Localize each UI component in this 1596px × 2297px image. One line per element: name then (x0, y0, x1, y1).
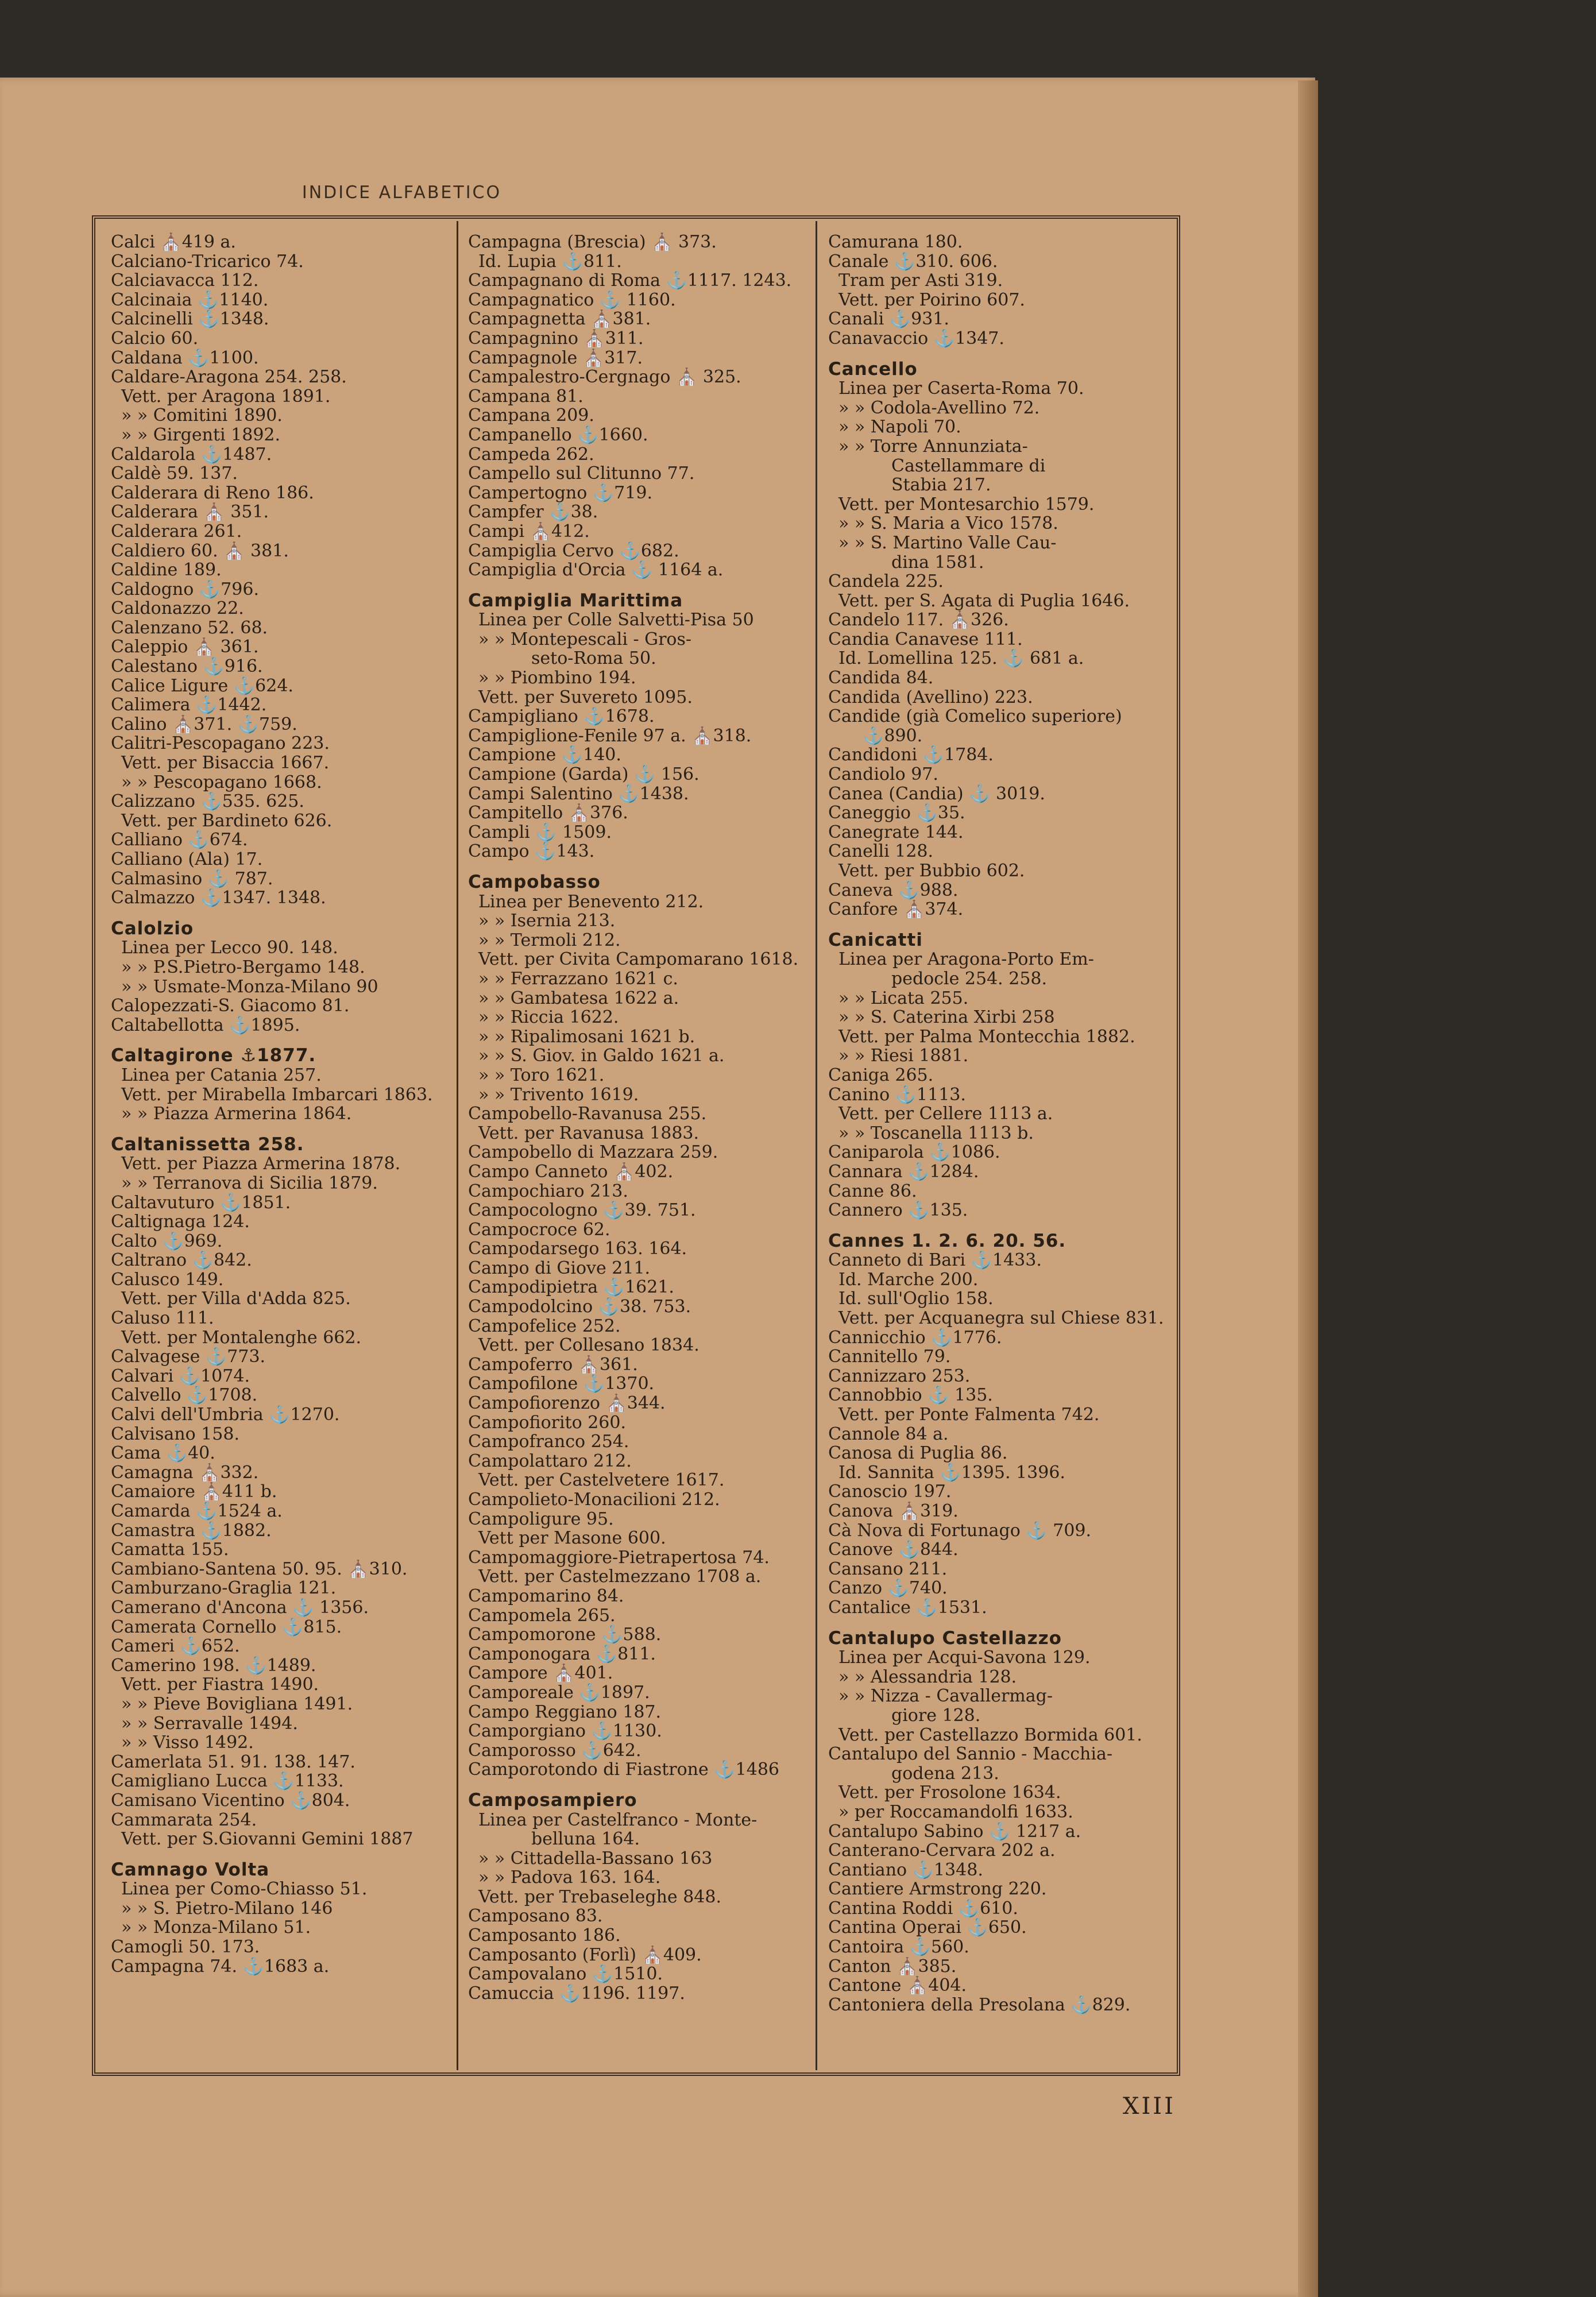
index-entry: Camatta 155. (111, 1540, 229, 1560)
index-entry: Campoferro ⛪361. (468, 1355, 638, 1375)
page-header (0, 183, 1596, 203)
index-entry: Canne 86. (828, 1181, 917, 1201)
index-entry: » » Toscanella 1113 b. (838, 1123, 1034, 1143)
index-entry: Camastra ⚓1882. (111, 1521, 272, 1541)
index-entry: » » Visso 1492. (121, 1733, 254, 1753)
index-entry: » » Pescopagano 1668. (121, 772, 322, 792)
index-entry: Calopezzati-S. Giacomo 81. (111, 996, 350, 1016)
index-entry: Camuccia ⚓1196. 1197. (468, 1983, 685, 2004)
index-heading: Campobasso (468, 873, 601, 892)
index-entry: Campodarsego 163. 164. (468, 1239, 687, 1259)
index-entry: Vett. per S.Giovanni Gemini 1887 (121, 1830, 414, 1849)
index-entry: Camerino 198. ⚓1489. (111, 1656, 316, 1676)
index-entry: Camerata Cornello ⚓815. (111, 1617, 342, 1637)
index-entry: Calvari ⚓1074. (111, 1366, 250, 1386)
index-entry: Candela 225. (828, 572, 944, 591)
index-entry: Campione ⚓140. (468, 745, 621, 765)
index-entry: Linea per Aragona-Porto Em- (838, 950, 1094, 969)
index-entry: » » S. Pietro-Milano 146 (121, 1898, 333, 1919)
index-entry: Camposanto (Forlì) ⛪409. (468, 1945, 702, 1965)
index-entry: Campodolcino ⚓38. 753. (468, 1297, 691, 1317)
index-entry: Calderara di Reno 186. (111, 483, 314, 503)
index-entry: Vett. per Bardineto 626. (121, 811, 333, 831)
index-entry: Calestano ⚓916. (111, 657, 263, 676)
index-entry: Caldana ⚓1100. (111, 348, 259, 368)
index-heading: Cannes 1. 2. 6. 20. 56. (828, 1231, 1066, 1251)
index-entry: Campovalano ⚓1510. (468, 1965, 663, 1984)
index-entry: Camporotondo di Fiastrone ⚓1486 (468, 1760, 779, 1780)
index-entry: Calvagese ⚓773. (111, 1347, 266, 1367)
index-entry: Canneto di Bari ⚓1433. (828, 1251, 1042, 1270)
index-entry: Cama ⚓40. (111, 1444, 215, 1463)
index-entry: Canfore ⛪374. (828, 900, 964, 919)
index-entry: Campigliano ⚓1678. (468, 707, 655, 726)
index-entry: Campagnetta ⛪381. (468, 310, 651, 329)
index-entry: Cantiano ⚓1348. (828, 1860, 983, 1880)
index-entry: Calvello ⚓1708. (111, 1386, 258, 1406)
index-entry: Caltavuturo ⚓1851. (111, 1193, 291, 1213)
index-entry: Cantina Operai ⚓650. (828, 1918, 1027, 1938)
index-entry: » » Nizza - Cavallermag- (838, 1687, 1053, 1706)
index-entry: Campello sul Clitunno 77. (468, 464, 695, 484)
index-entry: Canale ⚓310. 606. (828, 252, 998, 272)
index-entry: Linea per Como-Chiasso 51. (121, 1880, 368, 1899)
index-entry: » » Codola-Avellino 72. (838, 398, 1040, 418)
index-column-2 (468, 233, 818, 2003)
index-entry: Vett. per Mirabella Imbarcari 1863. (121, 1085, 433, 1105)
index-entry: Vett. per Villa d'Adda 825. (121, 1289, 351, 1309)
index-entry: Campfer ⚓38. (468, 502, 598, 522)
index-entry: Caldare-Aragona 254. 258. (111, 368, 347, 387)
index-heading: Calolzio (111, 919, 194, 939)
index-column-3 (828, 233, 1178, 2014)
index-entry: Id. Marche 200. (838, 1270, 979, 1290)
index-entry: Canova ⛪319. (828, 1502, 959, 1521)
index-entry: Cantoniera della Presolana ⚓829. (828, 1995, 1131, 2015)
index-entry: Cantalice ⚓1531. (828, 1598, 987, 1618)
index-entry: Calcio 60. (111, 328, 199, 349)
index-entry: Cannero ⚓135. (828, 1201, 968, 1220)
index-entry: Cannobbio ⚓ 135. (828, 1386, 993, 1406)
index-entry: » » S. Caterina Xirbi 258 (838, 1008, 1055, 1027)
index-entry: Campolieto-Monacilioni 212. (468, 1490, 720, 1510)
index-entry: » » P.S.Pietro-Bergamo 148. (121, 957, 365, 977)
index-entry: Camporgiano ⚓1130. (468, 1722, 662, 1741)
index-entry: Tram per Asti 319. (838, 271, 1003, 291)
index-heading: Canicatti (828, 930, 923, 950)
index-entry: Campoligure 95. (468, 1509, 614, 1529)
index-entry: Camagna ⛪332. (111, 1463, 259, 1483)
index-entry: Campagna (Brescia) ⛪ 373. (468, 233, 717, 252)
index-entry: Caltabellotta ⚓1895. (111, 1015, 300, 1035)
index-entry: Cantina Roddi ⚓610. (828, 1898, 1018, 1919)
index-entry: Candida 84. (828, 668, 934, 688)
index-entry: Vett. per Trebaseleghe 848. (478, 1887, 721, 1907)
index-entry: Calto ⚓969. (111, 1231, 223, 1251)
index-entry: Campione (Garda) ⚓ 156. (468, 765, 700, 784)
index-entry: Campana 209. (468, 406, 594, 426)
index-entry: Stabia 217. (891, 475, 991, 495)
index-entry: Canali ⚓931. (828, 310, 949, 329)
index-entry: Campomaggiore-Pietrapertosa 74. (468, 1548, 770, 1568)
index-entry: » » S. Maria a Vico 1578. (838, 514, 1058, 533)
index-entry: » » Serravalle 1494. (121, 1714, 298, 1734)
index-entry: Camarda ⚓1524 a. (111, 1502, 283, 1521)
index-entry: Vett. per Aragona 1891. (121, 386, 331, 407)
index-entry: Campochiaro 213. (468, 1181, 628, 1201)
index-entry: » » Torre Annunziata- (838, 436, 1028, 457)
index-entry: Campo Canneto ⛪402. (468, 1162, 674, 1182)
index-entry: Caltignaga 124. (111, 1212, 250, 1232)
index-entry: Cannara ⚓1284. (828, 1162, 979, 1182)
index-entry: Camigliano Lucca ⚓1133. (111, 1772, 344, 1791)
index-entry: Linea per Acqui-Savona 129. (838, 1648, 1091, 1668)
index-entry: Canosa di Puglia 86. (828, 1444, 1008, 1463)
index-entry: Camurana 180. (828, 233, 963, 252)
page-edge (1298, 80, 1318, 2297)
index-entry: Campofranco 254. (468, 1432, 629, 1452)
index-entry: Candide (già Comelico superiore) (828, 707, 1122, 726)
index-entry: Cansano 211. (828, 1559, 948, 1579)
index-entry: » » Piazza Armerina 1864. (121, 1104, 352, 1124)
index-entry: Cà Nova di Fortunago ⚓ 709. (828, 1521, 1092, 1541)
index-entry: Caneggio ⚓35. (828, 803, 965, 823)
index-entry: Camposanto 186. (468, 1926, 621, 1946)
index-entry: Id. Lomellina 125. ⚓ 681 a. (838, 649, 1084, 669)
index-entry: Calizzano ⚓535. 625. (111, 792, 304, 811)
index-entry: Canton ⛪385. (828, 1956, 957, 1977)
index-entry: Campofiorenzo ⛪344. (468, 1394, 666, 1413)
index-entry: » » Riesi 1881. (838, 1046, 969, 1066)
index-entry: Id. Sannita ⚓1395. 1396. (838, 1463, 1065, 1483)
index-entry: Camporosso ⚓642. (468, 1741, 642, 1761)
index-entry: Campagnino ⛪311. (468, 328, 644, 349)
index-entry: Canino ⚓1113. (828, 1085, 966, 1105)
index-entry: Camponogara ⚓811. (468, 1644, 656, 1664)
index-entry: » » Ferrazzano 1621 c. (478, 969, 678, 989)
index-entry: Vett. per Ponte Falmenta 742. (838, 1405, 1100, 1425)
index-entry: Calderara 261. (111, 521, 242, 542)
index-entry: Linea per Caserta-Roma 70. (838, 379, 1084, 399)
index-entry: » » Termoli 212. (478, 930, 621, 950)
index-entry: Vett. per Castelvetere 1617. (478, 1471, 725, 1490)
index-entry: » » S. Martino Valle Cau- (838, 533, 1057, 553)
index-entry: Cameri ⚓652. (111, 1637, 240, 1656)
index-entry: Caldonazzo 22. (111, 599, 244, 618)
index-heading: Cantalupo Castellazzo (828, 1629, 1062, 1649)
index-heading: Caltanissetta 258. (111, 1135, 304, 1155)
index-entry: Cantone ⛪404. (828, 1976, 967, 1996)
index-entry: » » Cittadella-Bassano 163 (478, 1849, 713, 1869)
index-entry: Calice Ligure ⚓624. (111, 676, 293, 696)
index-entry: Campana 81. (468, 386, 583, 407)
index-entry: Campalestro-Cergnago ⛪ 325. (468, 368, 741, 387)
index-entry: Cannizzaro 253. (828, 1366, 971, 1386)
index-entry: Vett. per Castelmezzano 1708 a. (478, 1567, 762, 1587)
index-entry: Campomarino 84. (468, 1586, 624, 1606)
index-entry: Calliano (Ala) 17. (111, 850, 263, 869)
index-entry: Campodipietra ⚓1621. (468, 1278, 674, 1298)
index-entry: Linea per Lecco 90. 148. (121, 938, 338, 958)
index-entry: Calitri-Pescopagano 223. (111, 734, 330, 754)
index-entry: Canterano-Cervara 202 a. (828, 1841, 1056, 1861)
index-entry: » » Padova 163. 164. (478, 1868, 661, 1888)
index-heading: Campiglia Marittima (468, 591, 683, 611)
page-number: XIII (1123, 2093, 1176, 2120)
index-entry: Campeda 262. (468, 444, 594, 465)
index-entry: ⚓890. (863, 726, 923, 746)
index-entry: Vett. per Piazza Armerina 1878. (121, 1154, 401, 1174)
index-entry: Caleppio ⛪ 361. (111, 637, 259, 658)
index-entry: Campofelice 252. (468, 1316, 621, 1336)
index-entry: Calenzano 52. 68. (111, 618, 268, 638)
index-entry: Campocroce 62. (468, 1220, 610, 1240)
index-entry: » » Licata 255. (838, 988, 969, 1008)
index-entry: Calvisano 158. (111, 1424, 239, 1444)
index-entry: Canelli 128. (828, 842, 934, 861)
index-entry: Calvi dell'Umbria ⚓1270. (111, 1405, 340, 1425)
index-entry: belluna 164. (531, 1830, 640, 1849)
index-entry: Cambiano-Santena 50. 95. ⛪310. (111, 1559, 408, 1579)
index-entry: Caneva ⚓988. (828, 880, 959, 900)
index-column-1 (111, 233, 461, 1976)
index-entry: Castellammare di (891, 456, 1046, 476)
index-entry: Camerlata 51. 91. 138. 147. (111, 1752, 355, 1772)
index-entry: Cantoira ⚓560. (828, 1938, 969, 1957)
index-entry: Caniparola ⚓1086. (828, 1143, 1000, 1162)
index-entry: » » Isernia 213. (478, 911, 616, 931)
index-entry: Camisano Vicentino ⚓804. (111, 1791, 350, 1811)
index-entry: » » S. Giov. in Galdo 1621 a. (478, 1046, 725, 1066)
index-entry: Campolattaro 212. (468, 1451, 632, 1471)
index-entry: Candiolo 97. (828, 765, 938, 784)
index-entry: Calci ⛪419 a. (111, 233, 236, 252)
index-entry: Cannicchio ⚓1776. (828, 1328, 1002, 1348)
index-entry: Camaiore ⛪411 b. (111, 1482, 277, 1502)
index-entry: Campobello-Ravanusa 255. (468, 1104, 707, 1124)
index-entry: Vett. per Civita Campomarano 1618. (478, 950, 799, 969)
index-entry: Calciavacca 112. (111, 271, 259, 291)
index-heading: Cancello (828, 359, 918, 380)
index-heading: Camnago Volta (111, 1860, 270, 1880)
index-entry: Calmasino ⚓ 787. (111, 869, 273, 889)
index-entry: Vett. per Collesano 1834. (478, 1336, 700, 1355)
index-entry: Caldine 189. (111, 560, 222, 580)
index-entry: Vett. per Montalenghe 662. (121, 1328, 362, 1348)
index-entry: » » Comitini 1890. (121, 406, 283, 426)
index-entry: » » Girgenti 1892. (121, 425, 281, 445)
index-entry: Cannole 84 a. (828, 1424, 949, 1444)
index-entry: Caltrano ⚓842. (111, 1251, 252, 1270)
index-entry: » » Monza-Milano 51. (121, 1918, 311, 1938)
index-entry: Campiglione-Fenile 97 a. ⛪318. (468, 726, 752, 746)
index-entry: Canavaccio ⚓1347. (828, 328, 1004, 349)
index-entry: Campo Reggiano 187. (468, 1702, 662, 1722)
index-entry: Id. sull'Oglio 158. (838, 1289, 994, 1309)
index-entry: Camerano d'Ancona ⚓ 1356. (111, 1598, 369, 1618)
index-entry: Candelo 117. ⛪326. (828, 610, 1009, 630)
index-entry: » » Ripalimosani 1621 b. (478, 1027, 695, 1047)
index-entry: Calciano-Tricarico 74. (111, 252, 304, 272)
index-entry: Vett. per Fiastra 1490. (121, 1675, 319, 1695)
index-entry: » » Riccia 1622. (478, 1008, 619, 1027)
index-entry: Linea per Catania 257. (121, 1065, 322, 1085)
index-entry: Campli ⚓ 1509. (468, 822, 612, 842)
index-entry: Campitello ⛪376. (468, 803, 628, 823)
index-entry: Calimera ⚓1442. (111, 695, 267, 715)
index-entry: » » Alessandria 128. (838, 1667, 1017, 1687)
index-entry: Canegrate 144. (828, 822, 964, 842)
index-entry: Candidoni ⚓1784. (828, 745, 994, 765)
index-entry: Campo di Giove 211. (468, 1258, 651, 1278)
index-entry: Vett. per Cellere 1113 a. (838, 1104, 1053, 1124)
index-entry: Candia Canavese 111. (828, 629, 1023, 649)
index-entry: Linea per Colle Salvetti-Pisa 50 (478, 610, 754, 630)
index-entry: Canzo ⚓740. (828, 1579, 948, 1598)
index-entry: Vett. per Montesarchio 1579. (838, 494, 1095, 515)
index-entry: Vett. per Suvereto 1095. (478, 687, 693, 707)
index-entry: Campagnano di Roma ⚓1117. 1243. (468, 271, 792, 291)
index-entry: Campo ⚓143. (468, 842, 595, 861)
index-entry: » » Trivento 1619. (478, 1085, 639, 1105)
index-entry: Vett. per Castellazzo Bormida 601. (838, 1725, 1142, 1745)
index-entry: pedocle 254. 258. (891, 969, 1048, 989)
index-entry: Vett. per Bubbio 602. (838, 861, 1025, 881)
index-entry: Calino ⛪371. ⚓759. (111, 714, 297, 734)
index-entry: Caldogno ⚓796. (111, 579, 259, 600)
index-entry: Vett. per Bisaccia 1667. (121, 753, 330, 773)
index-entry: Campi Salentino ⚓1438. (468, 784, 689, 804)
index-entry: Vett. per Acquanegra sul Chiese 831. (838, 1309, 1164, 1328)
index-entry: Campofilone ⚓1370. (468, 1374, 655, 1394)
index-entry: Calusco 149. (111, 1270, 224, 1290)
index-entry: Vett. per Palma Montecchia 1882. (838, 1027, 1135, 1047)
index-entry: Linea per Benevento 212. (478, 892, 704, 912)
index-entry: Canove ⚓844. (828, 1540, 959, 1560)
index-entry: Campanello ⚓1660. (468, 425, 648, 445)
index-entry: Campocologno ⚓39. 751. (468, 1201, 696, 1220)
index-entry: » per Roccamandolfi 1633. (838, 1802, 1073, 1822)
index-entry: Caldè 59. 137. (111, 464, 238, 484)
index-entry: Caldarola ⚓1487. (111, 444, 272, 465)
index-entry: Campofiorito 260. (468, 1413, 627, 1433)
index-entry: Vett. per S. Agata di Puglia 1646. (838, 591, 1130, 611)
index-entry: Campagna 74. ⚓1683 a. (111, 1956, 330, 1977)
index-entry: Calcinaia ⚓1140. (111, 290, 269, 310)
index-entry: Calderara ⛪ 351. (111, 502, 269, 522)
index-entry: Camogli 50. 173. (111, 1938, 260, 1957)
index-entry: Campertogno ⚓719. (468, 483, 652, 503)
index-entry: Calliano ⚓674. (111, 830, 248, 850)
index-entry: Cantiere Armstrong 220. (828, 1880, 1047, 1899)
index-entry: Campobello di Mazzara 259. (468, 1143, 718, 1162)
index-entry: » » Napoli 70. (838, 417, 961, 437)
index-entry: Vett per Masone 600. (478, 1529, 666, 1548)
index-entry: Camburzano-Graglia 121. (111, 1579, 337, 1598)
index-entry: » » Montepescali - Gros- (478, 629, 692, 649)
index-entry: Campiglia d'Orcia ⚓ 1164 a. (468, 560, 724, 580)
index-entry: Calmazzo ⚓1347. 1348. (111, 888, 326, 908)
index-entry: Vett. per Frosolone 1634. (838, 1783, 1061, 1803)
index-entry: » » Gambatesa 1622 a. (478, 988, 679, 1008)
index-entry: Campi ⛪412. (468, 521, 590, 542)
index-entry: Campagnole ⛪317. (468, 348, 643, 368)
index-entry: dina 1581. (891, 552, 984, 573)
index-entry: Campagnatico ⚓ 1160. (468, 290, 676, 310)
index-entry: » » Pieve Bovigliana 1491. (121, 1694, 353, 1714)
index-entry: giore 128. (891, 1706, 981, 1726)
index-entry: Caldiero 60. ⛪ 381. (111, 541, 289, 561)
index-entry: » » Toro 1621. (478, 1065, 605, 1085)
index-entry: Campomorone ⚓588. (468, 1625, 662, 1645)
index-entry: Cantalupo del Sannio - Macchia- (828, 1745, 1112, 1764)
index-entry: » » Piombino 194. (478, 668, 636, 688)
index-entry: Canea (Candia) ⚓ 3019. (828, 784, 1045, 804)
index-entry: Campiglia Cervo ⚓682. (468, 541, 679, 561)
index-entry: Caniga 265. (828, 1065, 934, 1085)
index-entry: » » Terranova di Sicilia 1879. (121, 1173, 378, 1193)
index-entry: » » Usmate-Monza-Milano 90 (121, 977, 378, 997)
index-entry: Camporeale ⚓1897. (468, 1683, 650, 1703)
index-entry: seto-Roma 50. (531, 649, 656, 669)
header-title: INDICE ALFABETICO (302, 183, 502, 203)
index-entry: Camposano 83. (468, 1907, 603, 1927)
index-entry: Cantalupo Sabino ⚓ 1217 a. (828, 1822, 1081, 1842)
index-heading: Camposampiero (468, 1791, 637, 1811)
index-entry: Id. Lupia ⚓811. (478, 252, 622, 272)
index-entry: Linea per Castelfranco - Monte- (478, 1810, 758, 1830)
index-entry: Campore ⛪401. (468, 1664, 613, 1683)
index-entry: Vett. per Ravanusa 1883. (478, 1123, 700, 1143)
index-heading: Caltagirone ⚓1877. (111, 1046, 316, 1066)
index-entry: Canoscio 197. (828, 1482, 952, 1502)
index-entry: Campomela 265. (468, 1606, 616, 1626)
index-entry: Cannitello 79. (828, 1347, 951, 1367)
index-entry: Calcinelli ⚓1348. (111, 310, 269, 329)
index-entry: Vett. per Poirino 607. (838, 290, 1025, 310)
index-entry: Cammarata 254. (111, 1810, 257, 1830)
index-entry: godena 213. (891, 1764, 999, 1784)
index-entry: Candida (Avellino) 223. (828, 687, 1033, 707)
index-entry: Caluso 111. (111, 1309, 214, 1328)
